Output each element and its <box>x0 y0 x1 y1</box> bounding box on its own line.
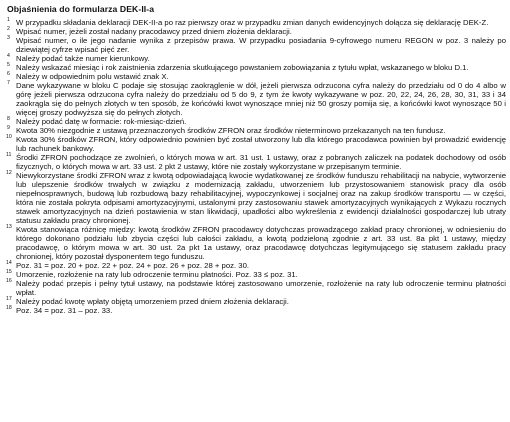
footnote-number: 1 <box>7 16 10 23</box>
footnote-text: Poz. 34 = poz. 31 – poz. 33. <box>16 306 113 315</box>
footnote-text: Należy podać datę w formacie: rok-miesiąc-dzień. <box>16 117 187 126</box>
footnote-number: 13 <box>6 223 12 230</box>
footnote-item <box>7 279 506 297</box>
footnote-number: 18 <box>6 304 12 311</box>
footnote-text: Wpisać numer, jeżeli został nadany pracodawcy przed dniem złożenia deklaracji. <box>16 27 292 36</box>
footnotes-list <box>7 18 506 315</box>
footnote-text: Kwota 30% środków ZFRON, który odpowiednio powinien być został utworzony lub dla którego pracodawca powinien był prowadzić ewidencję lub rachunek bankowy. <box>16 135 506 153</box>
footnote-item <box>7 81 506 117</box>
footnote-text: Niewykorzystane środki ZFRON wraz z kwotą odpowiadającą kwocie wydatkowanej ze środków funduszu rehabilitacji na nabycie, wytworzenie lub ulepszenie środków trwałych w związku z modernizacją zakładu, utworzeniem lub przystosowaniem stanowisk pracy dla osób niepełnosprawnych, budową lub rozbudową bazy rehabilitacyjnej, wypoczynkowej i socjalnej oraz na zakup środków transportu — w części, która nie została pokryta odpisami amortyzacyjnymi, ustalonymi przy zastosowaniu stawek amortyzacyjnych wynikających z Wykazu rocznych stawek amortyzacyjnych na dzień postawienia w stan likwidacji, upadłości albo wykreślenia z ewidencji działalności gospodarczej lub utraty statusu zakładu pracy chronionej. <box>16 171 506 225</box>
footnote-item <box>7 135 506 153</box>
footnote-number: 9 <box>7 124 10 131</box>
footnote-number: 5 <box>7 61 10 68</box>
footnote-item <box>7 171 506 225</box>
footnote-text: Należy podać także numer kierunkowy. <box>16 54 150 63</box>
footnote-item <box>7 270 506 279</box>
footnote-item <box>7 225 506 261</box>
footnote-item <box>7 297 506 306</box>
footnote-number: 15 <box>6 268 12 275</box>
footnote-item <box>7 72 506 81</box>
footnote-text: Należy podać kwotę wpłaty objętą umorzeniem przed dniem złożenia deklaracji. <box>16 297 289 306</box>
footnote-number: 8 <box>7 115 10 122</box>
footnote-text: Należy w odpowiednim polu wstawić znak X. <box>16 72 169 81</box>
footnote-item <box>7 261 506 270</box>
footnote-text: Należy wskazać miesiąc i rok zaistnienia zdarzenia skutkującego powstaniem zobowiązania z tytułu wpłat, wskazanego w bloku D.1. <box>16 63 469 72</box>
footnote-item <box>7 126 506 135</box>
footnote-text: Środki ZFRON pochodzące ze zwolnień, o których mowa w art. 31 ust. 1 ustawy, oraz z pobranych zaliczek na podatek dochodowy od osób fizycznych, o których mowa w art. 33 ust. 2 pkt 2 ustawy, które nie zostały wykorzystane w przepisanym terminie. <box>16 153 506 171</box>
footnote-text: Umorzenie, rozłożenie na raty lub odroczenie terminu płatności. Poz. 33 ≤ poz. 31. <box>16 270 298 279</box>
footnote-item <box>7 54 506 63</box>
footnote-number: 12 <box>6 169 12 176</box>
footnote-number: 10 <box>6 133 12 140</box>
footnote-number: 11 <box>6 151 12 158</box>
footnote-number: 16 <box>6 277 12 284</box>
footnote-item <box>7 27 506 36</box>
footnote-number: 14 <box>6 259 12 266</box>
footnote-item <box>7 36 506 54</box>
footnote-item <box>7 306 506 315</box>
footnote-item <box>7 63 506 72</box>
footnote-item <box>7 117 506 126</box>
footnote-number: 4 <box>7 52 10 59</box>
footnote-text: Poz. 31 = poz. 20 + poz. 22 + poz. 24 + poz. 26 + poz. 28 + poz. 30. <box>16 261 250 270</box>
footnote-number: 3 <box>7 34 10 41</box>
footnote-number: 7 <box>7 79 10 86</box>
footnote-text: W przypadku składania deklaracji DEK-II-a po raz pierwszy oraz w przypadku zmian danych ewidencyjnych dołącza się deklarację DEK-Z. <box>16 18 489 27</box>
footnote-number: 17 <box>6 295 12 302</box>
footnote-number: 2 <box>7 25 10 32</box>
page-title: Objaśnienia do formularza DEK-II-a <box>7 4 155 14</box>
footnote-text: Kwota stanowiąca różnicę między: kwotą środków ZFRON pracodawcy dotychczas prowadzącego zakład pracy chronionej, w odniesieniu do którego dokonano podziału lub zbycia części lub całości zakładu, a kwotą podzieloną zgodnie z art. 33 ust. 8a pkt 1 ustawy, między pracodawcę, o którym mowa w art. 30 ust. 2a pkt 1a ustawy, oraz pracodawcę dotychczas legitymującego się statusem zakładu pracy chronionej, który pozostał dysponentem tego funduszu. <box>16 225 506 261</box>
footnote-text: Należy podać przepis i pełny tytuł ustawy, na podstawie której zastosowano umorzenie, rozłożenie na raty lub odroczenie terminu płatności wpłat. <box>16 279 506 297</box>
footnote-text: Kwota 30% niezgodnie z ustawą przeznaczonych środków ZFRON oraz środków nieterminowo przekazanych na ten fundusz. <box>16 126 446 135</box>
footnote-number: 6 <box>7 70 10 77</box>
footnote-text: Dane wykazywane w bloku C podaje się stosując zaokrąglenie w dół, jeżeli pierwsza odrzucona cyfra należy do przedziału od 0 do 4 albo w górę jeżeli pierwsza odrzucona cyfra należy do przedziału od 5 do 9, z tym że kwoty wykazywane w poz. 20, 22, 24, 26, 28, 30, 31, 33 i 34 zaokrągla się do pełnych złotych w ten sposób, że końcówki kwot wynoszące mniej niż 50 groszy pomija się, a końcówki kwot wynoszące 50 i więcej groszy podwyższa się do pełnych złotych. <box>16 81 506 117</box>
footnote-item <box>7 18 506 27</box>
footnote-text: Wpisać numer, o ile jego nadanie wynika z przepisów prawa. W przypadku posiadania 9-cyfrowego numeru REGON w poz. 3 należy po dziewiątej cyfrze wpisać pięć zer. <box>16 36 506 54</box>
footnote-item <box>7 153 506 171</box>
